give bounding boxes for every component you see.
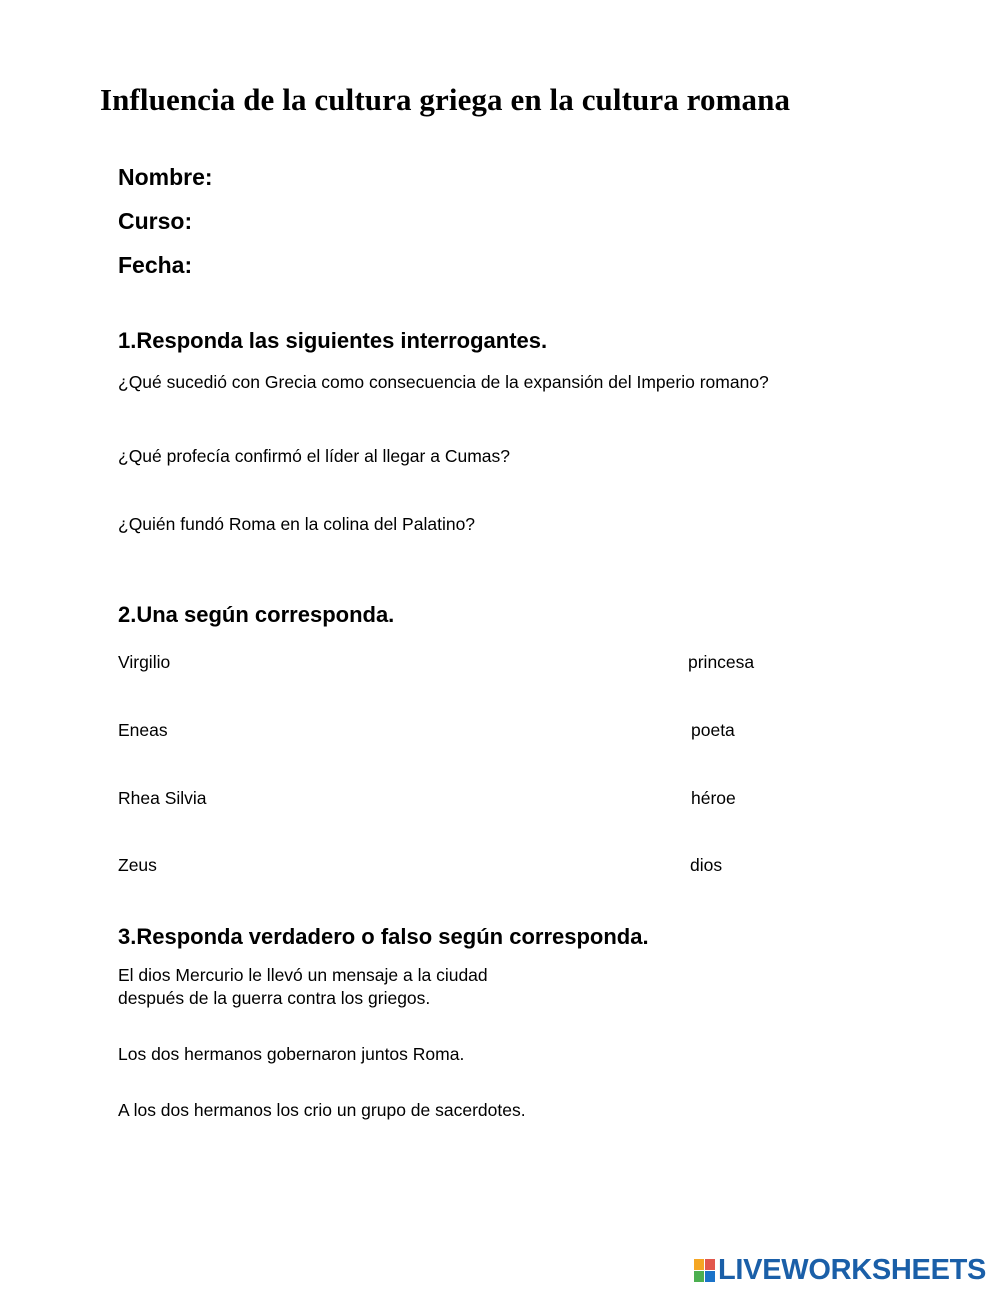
tf-statement-2	[118, 1043, 464, 1066]
tf-statement-1	[118, 964, 488, 1010]
match-left-item: Virgilio	[118, 652, 171, 672]
brand-name: LIVEWORKSHEETS	[718, 1254, 987, 1286]
section2-heading: 2.Una según corresponda.	[118, 602, 395, 627]
match-left-item: Zeus	[118, 855, 157, 875]
match-left-item: Rhea Silvia	[118, 788, 207, 808]
fecha-label: Fecha:	[118, 252, 193, 278]
liveworksheets-brand	[694, 1254, 986, 1287]
match-right-item: dios	[690, 855, 723, 875]
tf-statement-1-line2: después de la guerra contra los griegos.	[118, 988, 431, 1008]
question-3: ¿Quién fundó Roma en la colina del Palatino?	[118, 514, 476, 534]
match-right-item: princesa	[688, 652, 755, 672]
curso-label: Curso:	[118, 208, 193, 234]
question-1: ¿Qué sucedió con Grecia como consecuencia de la expansión del Imperio romano?	[118, 372, 769, 392]
section1-heading: 1.Responda las siguientes interrogantes.	[118, 328, 548, 353]
match-right-item: héroe	[691, 788, 736, 808]
tf-statement-1-line1: El dios Mercurio le llevó un mensaje a la ciudad	[118, 965, 488, 985]
tf-statement-3-line1: A los dos hermanos los crio un grupo de sacerdotes.	[118, 1100, 526, 1120]
match-right-item: poeta	[691, 720, 735, 740]
section3-heading: 3.Responda verdadero o falso según corresponda.	[118, 924, 649, 949]
page-title: Influencia de la cultura griega en la cultura romana	[100, 82, 791, 117]
match-left-item: Eneas	[118, 720, 168, 740]
question-2: ¿Qué profecía confirmó el líder al llegar a Cumas?	[118, 446, 510, 466]
liveworksheets-logo-icon	[694, 1259, 716, 1283]
tf-statement-2-line1: Los dos hermanos gobernaron juntos Roma.	[118, 1044, 465, 1064]
nombre-label: Nombre:	[118, 164, 213, 190]
tf-statement-3	[118, 1099, 526, 1122]
